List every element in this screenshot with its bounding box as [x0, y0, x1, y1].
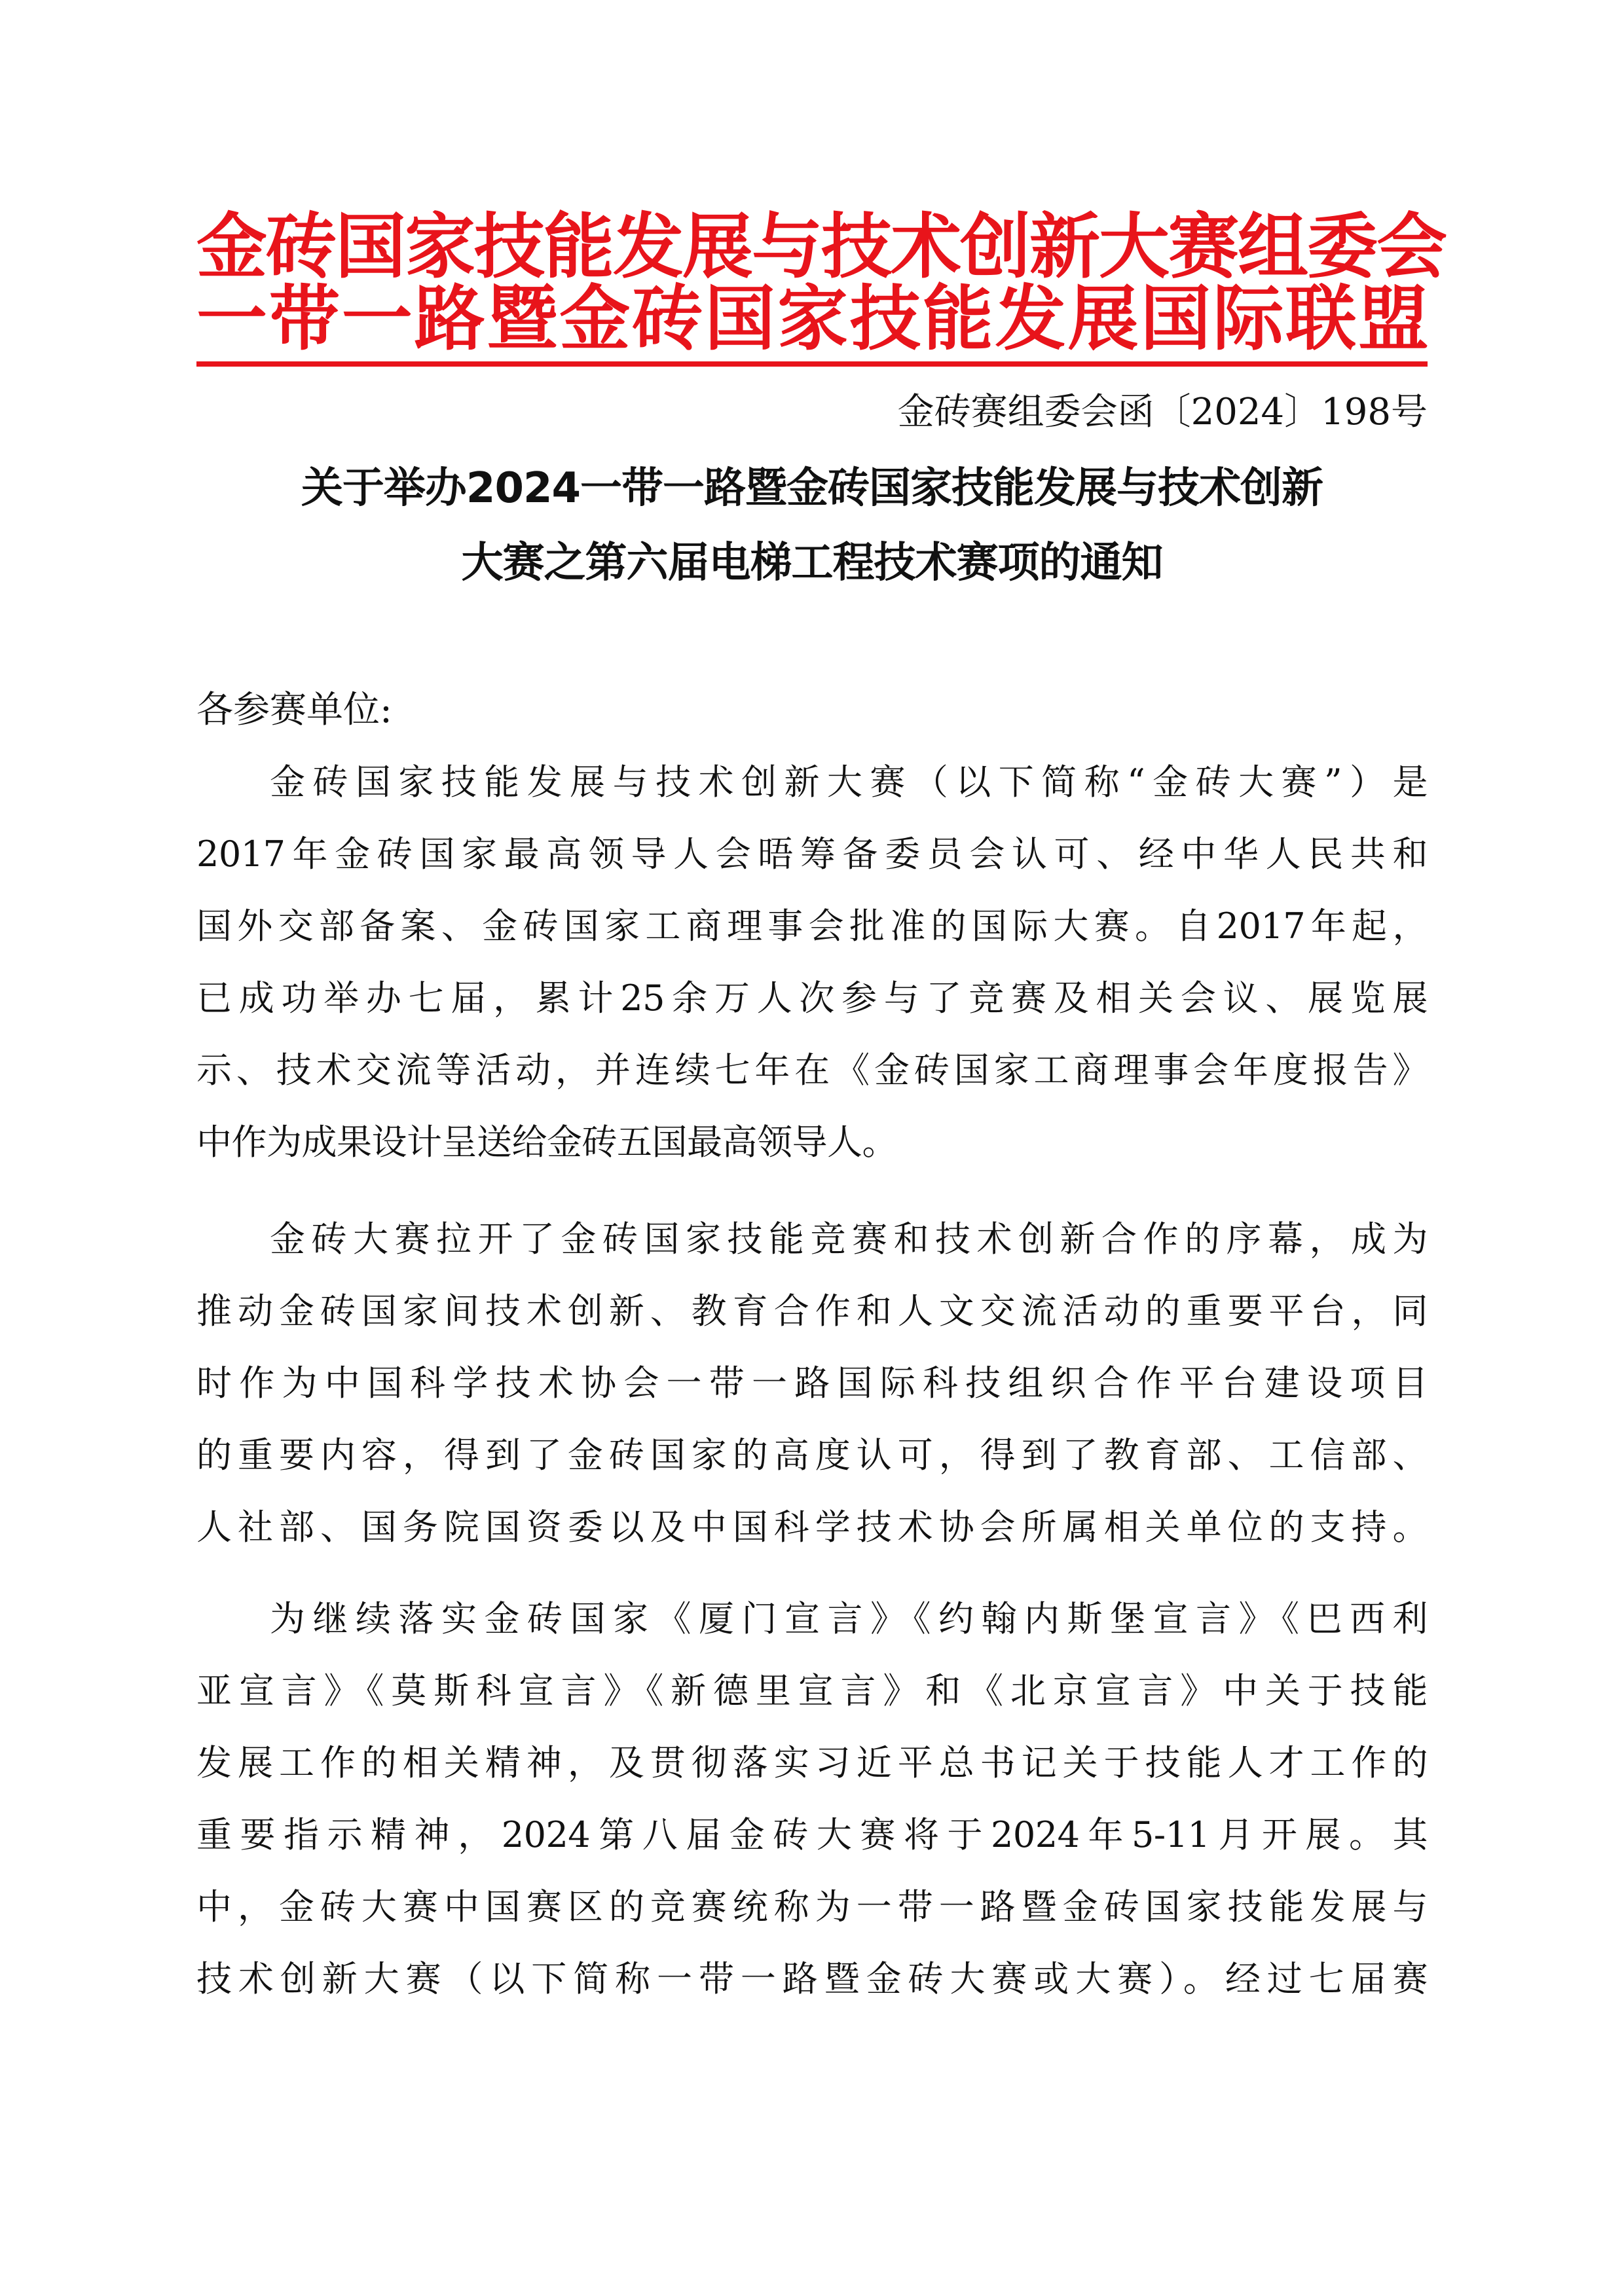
paragraph-2-line: 的重要内容，得到了金砖国家的高度认可，得到了教育部、工信部、 [196, 1434, 1428, 1476]
paragraph-2-line: 金砖大赛拉开了金砖国家技能竞赛和技术创新合作的序幕，成为 [270, 1218, 1428, 1260]
document-number: 金砖赛组委会函〔2024〕198号 [897, 391, 1428, 433]
org-header-line-2: 一带一路暨金砖国家技能发展国际联盟 [196, 278, 1428, 360]
paragraph-3-line: 为继续落实金砖国家《厦门宣言》《约翰内斯堡宣言》《巴西利 [270, 1598, 1428, 1639]
paragraph-1-line: 示、技术交流等活动，并连续七年在《金砖国家工商理事会年度报告》 [196, 1049, 1428, 1091]
notice-title-line-1: 关于举办2024一带一路暨金砖国家技能发展与技术创新 [301, 464, 1323, 513]
paragraph-2-line: 时作为中国科学技术协会一带一路国际科技组织合作平台建设项目 [196, 1362, 1428, 1404]
paragraph-2-line: 推动金砖国家间技术创新、教育合作和人文交流活动的重要平台，同 [196, 1290, 1428, 1332]
paragraph-2-line: 人社部、国务院国资委以及中国科学技术协会所属相关单位的支持。 [196, 1506, 1428, 1548]
paragraph-3-line: 发展工作的相关精神，及贯彻落实习近平总书记关于技能人才工作的 [196, 1742, 1428, 1783]
paragraph-1-line: 中作为成果设计呈送给金砖五国最高领导人。 [196, 1121, 897, 1163]
paragraph-1-line: 2017年金砖国家最高领导人会晤筹备委员会认可、经中华人民共和 [196, 833, 1428, 875]
notice-title-line-2: 大赛之第六届电梯工程技术赛项的通知 [461, 539, 1163, 587]
paragraph-3-line: 技术创新大赛（以下简称一带一路暨金砖大赛或大赛）。经过七届赛 [196, 1958, 1428, 1999]
salutation: 各参赛单位: [196, 689, 392, 731]
org-header-line-1: 金砖国家技能发展与技术创新大赛组委会 [196, 206, 1447, 288]
paragraph-3-line: 中，金砖大赛中国赛区的竞赛统称为一带一路暨金砖国家技能发展与 [196, 1886, 1428, 1927]
paragraph-3-line: 重要指示精神，2024第八届金砖大赛将于2024年5-11月开展。其 [196, 1814, 1428, 1855]
paragraph-1-line: 已成功举办七届，累计25余万人次参与了竞赛及相关会议、展览展 [196, 977, 1428, 1019]
red-divider-rule [196, 361, 1428, 367]
paragraph-3-line: 亚宣言》《莫斯科宣言》《新德里宣言》和《北京宣言》中关于技能 [196, 1670, 1428, 1711]
paragraph-1-line: 国外交部备案、金砖国家工商理事会批准的国际大赛。自2017年起， [196, 905, 1428, 947]
paragraph-1-line: 金砖国家技能发展与技术创新大赛（以下简称“金砖大赛”）是 [270, 761, 1428, 803]
